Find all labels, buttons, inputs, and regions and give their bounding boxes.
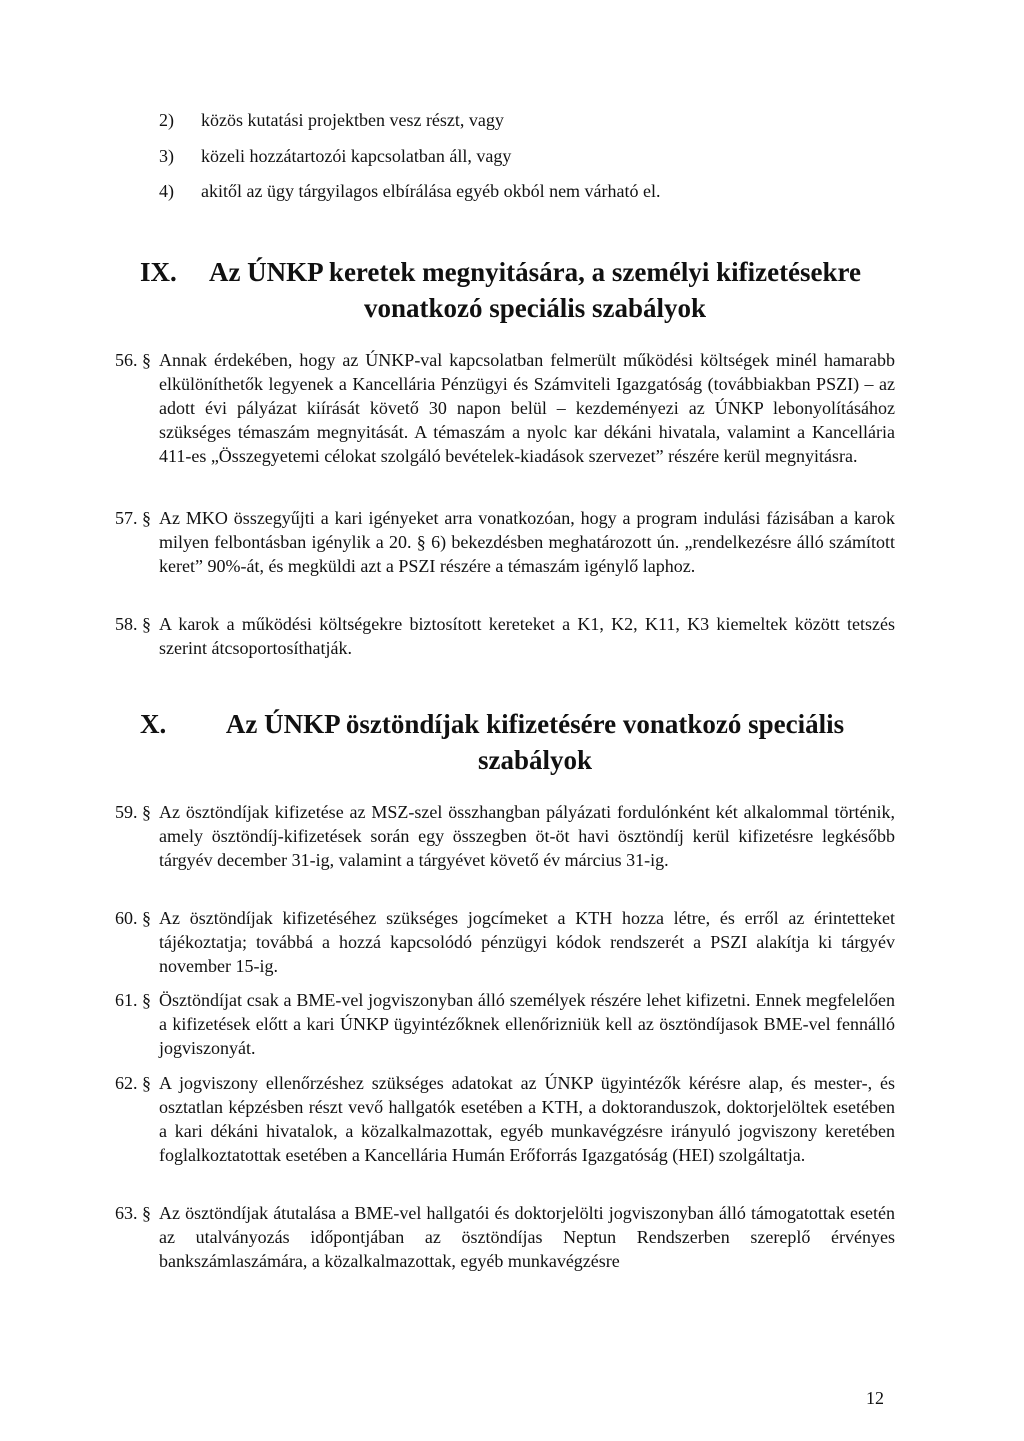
list-item (159, 181, 661, 201)
list-item (159, 110, 504, 130)
paragraph-number: 59. § (115, 802, 151, 822)
paragraph-57 (115, 506, 895, 578)
section-title: Az ÚNKP keretek megnyitására, a személyi kifizetésekre vonatkozó speciális szabályok (208, 257, 862, 323)
list-item-text: közös kutatási projektben vesz részt, vagy (201, 110, 504, 130)
section-title: Az ÚNKP ösztöndíjak kifizetésére vonatkozó speciális szabályok (225, 709, 845, 775)
paragraph-text: A karok a működési költségekre biztosított kereteket a K1, K2, K11, K3 kiemeltek között tetszés szerint átcsoportosíthatják. (159, 614, 895, 658)
paragraph-text: A jogviszony ellenőrzéshez szükséges adatokat az ÚNKP ügyintézők kérésre alap, és mester-, és osztatlan képzésben részt vevő hallgatók esetében a KTH, a doktoranduszok, doktorjelöltek esetében a kari dékáni hivatalok, a közalkalmazottak, egyéb munkavégzésre irányuló jogviszony keretében foglalkoztatottak esetében a Kancellária Humán Erőforrás Igazgatóság (HEI) szolgáltatja. (159, 1073, 895, 1165)
paragraph-number: 62. § (115, 1073, 151, 1093)
paragraph-56 (115, 348, 895, 468)
paragraph-text: Az ösztöndíjak kifizetése az MSZ-szel összhangban pályázati fordulónként két alkalommal történik, amely ösztöndíj-kifizetések során egy összegben öt-öt havi ösztöndíj kerül kifizetésre legkésőbb tárgyév december 31-ig, valamint a tárgyévet követő év március 31-ig. (159, 802, 895, 870)
paragraph-number: 63. § (115, 1203, 151, 1223)
page-number: 12 (866, 1388, 884, 1408)
paragraph-text: Annak érdekében, hogy az ÚNKP-val kapcsolatban felmerült működési költségek minél hamarabb elkülöníthetők legyenek a Kancellária Pénzügyi és Számviteli Igazgatóság (továbbiakban PSZI) – az adott évi pályázat kiírását követő 30 napon belül – kezdeményezi az ÚNKP lebonyolításához szükséges témaszám megnyitását. A témaszám a nyolc kar dékáni hivatala, valamint a Kancellária 411-es „Összegyetemi célokat szolgáló bevételek-kiadások szervezet” részére kerül megnyitásra. (159, 350, 895, 466)
paragraph-58 (115, 612, 895, 660)
paragraph-number: 61. § (115, 990, 151, 1010)
paragraph-number: 56. § (115, 350, 151, 370)
paragraph-text: Az ösztöndíjak átutalása a BME-vel hallgatói és doktorjelölti jogviszonyban álló támogatottak esetén az utalványozás időpontjában az ösztöndíjas Neptun Rendszerben szereplő érvényes bankszámlaszámára, a közalkalmazottak, egyéb munkavégzésre (159, 1203, 895, 1271)
paragraph-text: Az ösztöndíjak kifizetéséhez szükséges jogcímeket a KTH hozza létre, és erről az érintetteket tájékoztatja; továbbá a hozzá kapcsolódó pénzügyi kódok rendszerét a PSZI alakítja ki tárgyév november 15-ig. (159, 908, 895, 976)
paragraph-number: 57. § (115, 508, 151, 528)
paragraph-text: Ösztöndíjat csak a BME-vel jogviszonyban álló személyek részére lehet kifizetni. Ennek megfelelően a kifizetések előtt a kari ÚNKP ügyintézőknek ellenőrizniük kell az ösztöndíjasok BME-vel fennálló jogviszonyát. (159, 990, 895, 1058)
paragraph-62 (115, 1071, 895, 1167)
paragraph-59 (115, 800, 895, 872)
paragraph-number: 58. § (115, 614, 151, 634)
list-item-text: akitől az ügy tárgyilagos elbírálása egyéb okból nem várható el. (201, 181, 661, 201)
list-item-text: közeli hozzátartozói kapcsolatban áll, vagy (201, 146, 512, 166)
section-heading-x (140, 706, 900, 778)
section-numeral: X. (140, 709, 167, 739)
list-item-number: 3) (159, 146, 174, 166)
paragraph-61 (115, 988, 895, 1060)
section-heading-ix (140, 254, 900, 326)
section-numeral: IX. (140, 257, 177, 287)
paragraph-63 (115, 1201, 895, 1273)
paragraph-60 (115, 906, 895, 978)
list-item-number: 2) (159, 110, 174, 130)
list-item-number: 4) (159, 181, 174, 201)
paragraph-number: 60. § (115, 908, 151, 928)
list-item (159, 146, 511, 166)
paragraph-text: Az MKO összegyűjti a kari igényeket arra vonatkozóan, hogy a program indulási fázisában a karok milyen felbontásban igénylik a 20. § 6) bekezdésben meghatározott ún. „rendelkezésre álló számított keret” 90%-át, és megküldi azt a PSZI részére a témaszám igénylő laphoz. (159, 508, 895, 576)
